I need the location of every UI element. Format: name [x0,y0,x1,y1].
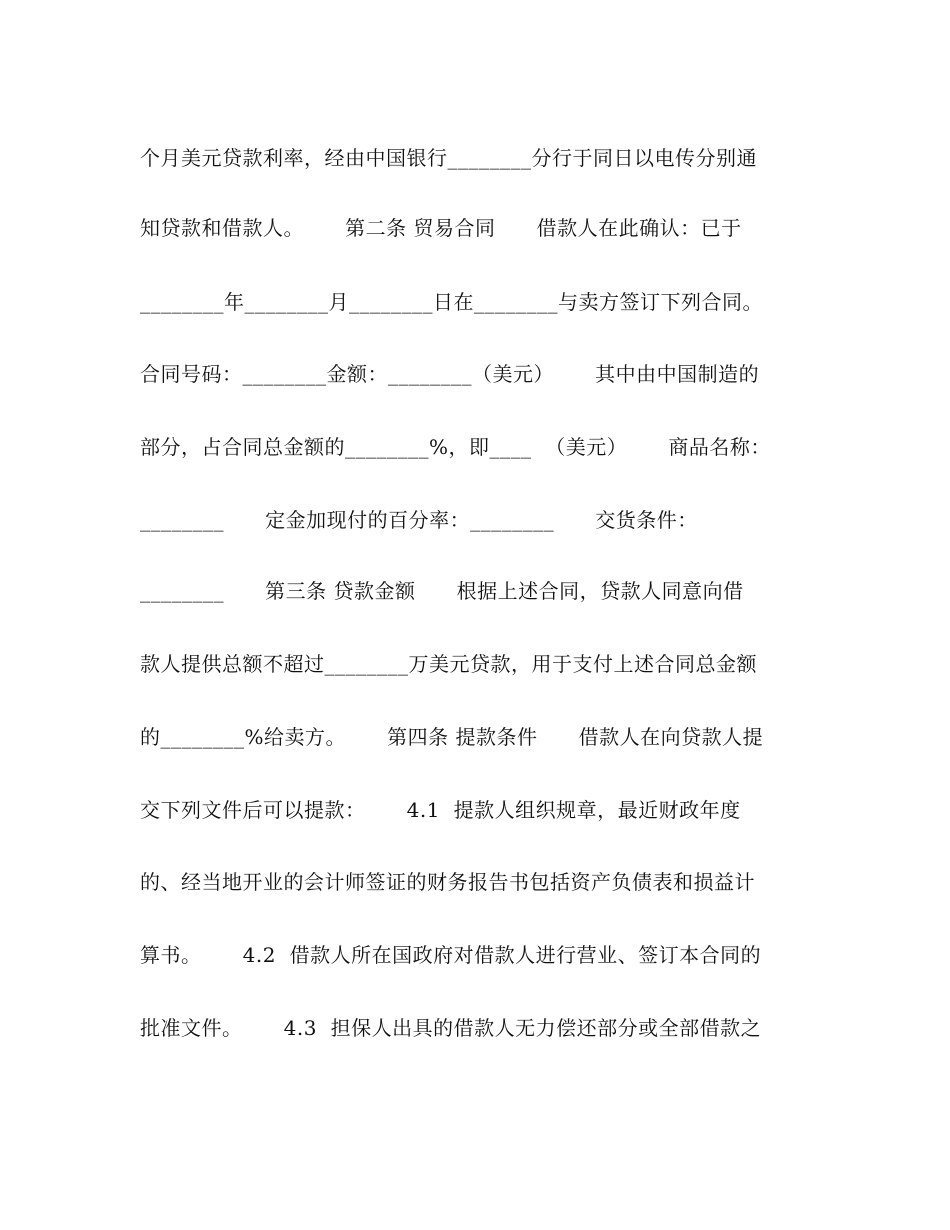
text-line-6: ________ 定金加现付的百分率：________ 交货条件： [140,508,698,532]
text-line-4: 合同号码：________金额：________（美元） 其中由中国制造的 [140,362,760,386]
text-line-7: ________ 第三条 贷款金额 根据上述合同，贷款人同意向借 [140,579,744,603]
text-line-12: 算书。 4.2 借款人所在国政府对借款人进行营业、签订本合同的 [140,943,762,967]
text-line-11: 的、经当地开业的会计师签证的财务报告书包括资产负债表和损益计 [140,870,755,894]
text-line-2: 知贷款和借款人。 第二条 贸易合同 借款人在此确认：已于 [140,216,742,240]
text-line-5: 部分，占合同总金额的________%，即____ （美元） 商品名称： [140,435,771,459]
text-line-13: 批准文件。 4.3 担保人出具的借款人无力偿还部分或全部借款之 [140,1016,762,1040]
text-line-1: 个月美元贷款利率，经由中国银行________分行于同日以电传分别通 [140,146,757,170]
text-line-10: 交下列文件后可以提款： 4.1 提款人组织规章，最近财政年度 [140,798,741,822]
text-line-8: 款人提供总额不超过________万美元贷款，用于支付上述合同总金额 [140,652,757,676]
text-line-9: 的________%给卖方。 第四条 提款条件 借款人在向贷款人提 [140,725,764,749]
text-line-3: ________年________月________日在________与卖方签订下列合同。 [140,290,763,314]
